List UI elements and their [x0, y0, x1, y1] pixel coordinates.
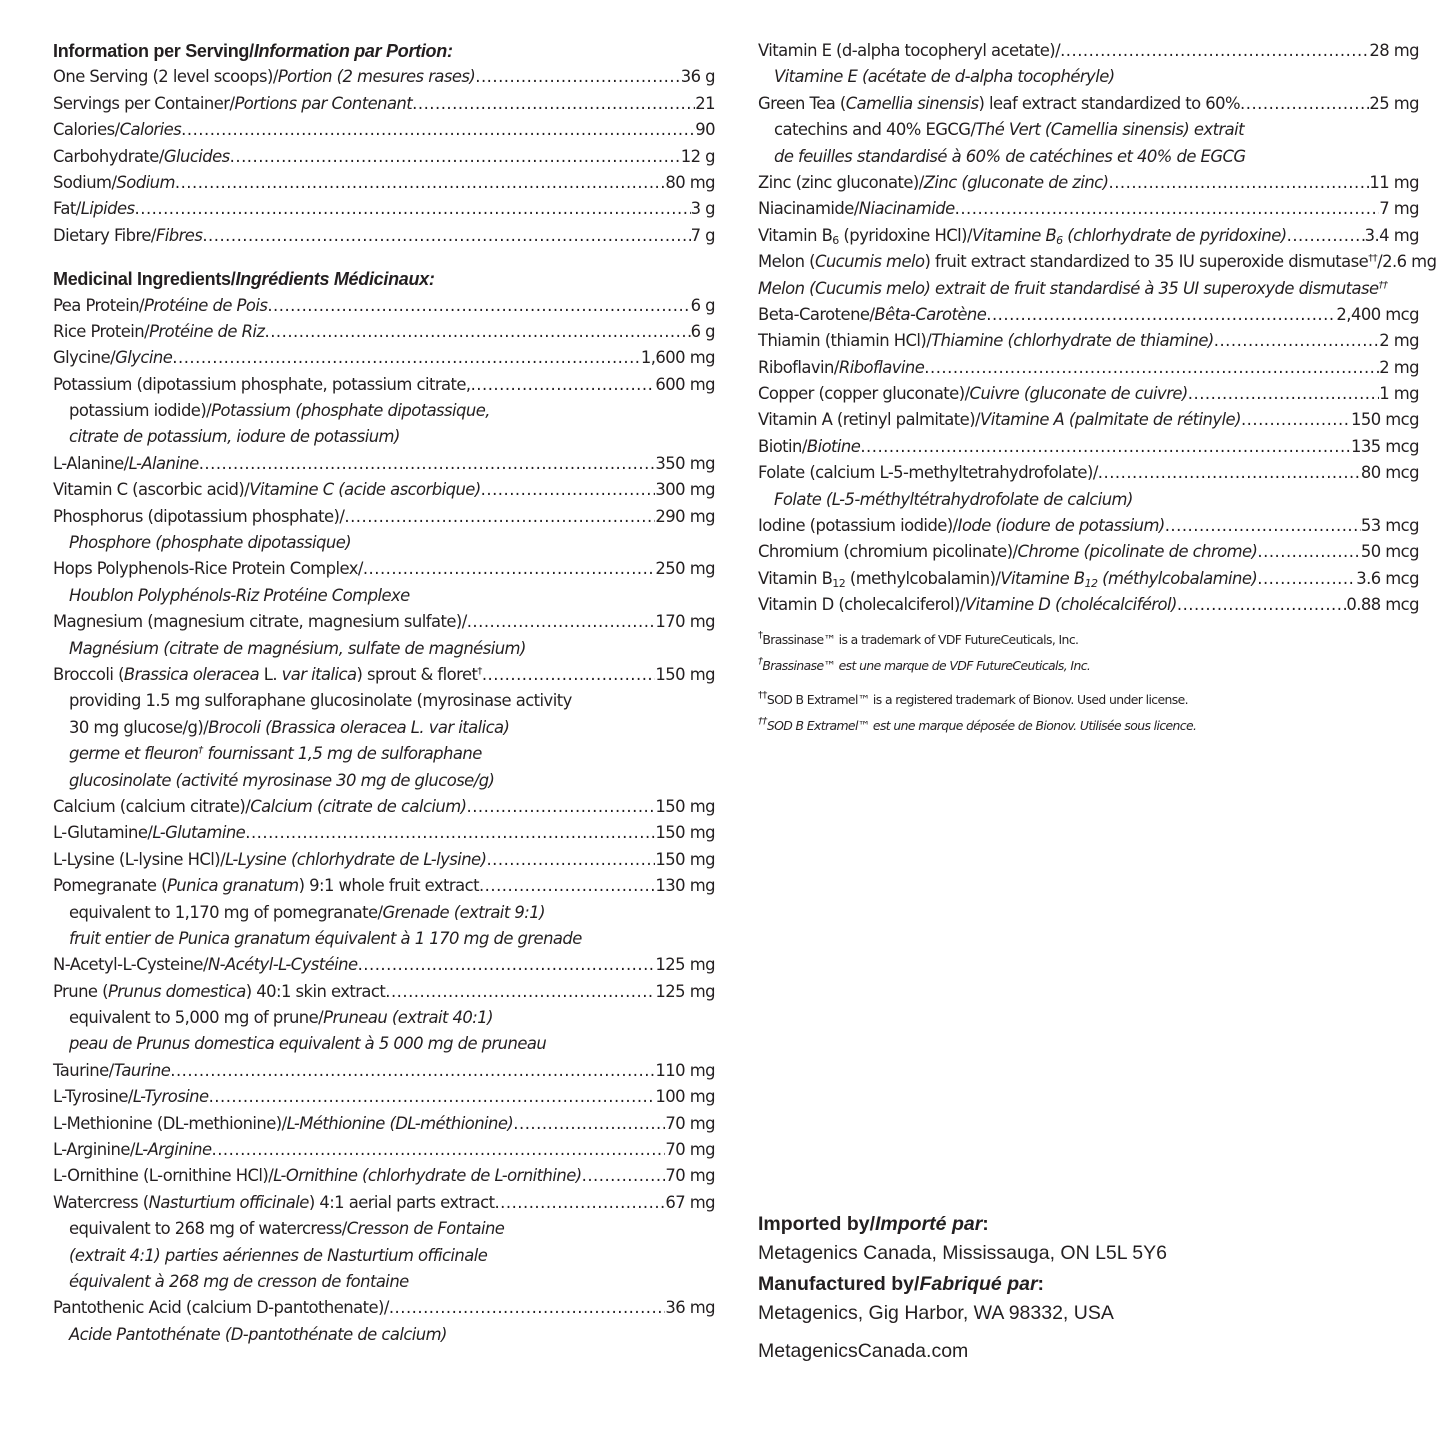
dot-leader: [202, 223, 690, 249]
dot-leader: [412, 91, 695, 117]
ingredient-name: Thiamin (thiamin HCl)/Thiamine (chlorhydrate de thiamine): [758, 331, 1214, 351]
ingredient-amount: 100 mg: [655, 1087, 715, 1107]
dot-leader: [1165, 513, 1361, 539]
ingredient-continuation: citrate de potassium, iodure de potassium): [69, 427, 400, 447]
dot-leader: [1108, 170, 1369, 196]
ingredient-amount: 300 mg: [655, 480, 715, 500]
ingredient-name: Calcium (calcium citrate)/Calcium (citrate de calcium): [53, 796, 467, 816]
ingredient-row: [53, 504, 715, 530]
ingredient-amount: 135 mcg: [1350, 436, 1419, 456]
ingredient-amount: 67 mg: [665, 1192, 715, 1212]
ingredient-amount: 0.88 mcg: [1346, 595, 1419, 615]
dot-leader: [264, 319, 690, 345]
ingredients-list-continued: [758, 38, 1437, 619]
dot-leader: [172, 345, 641, 371]
ingredient-name: Potassium (dipotassium phosphate, potassium citrate,: [53, 374, 471, 394]
dot-leader: [986, 302, 1336, 328]
ingredient-continuation: Houblon Polyphénols-Riz Protéine Complexe: [69, 585, 410, 605]
ingredient-row: [53, 1137, 715, 1163]
ingredient-continuation: equivalent to 1,170 mg of pomegranate/Grenade (extrait 9:1): [69, 902, 545, 922]
ingredient-name: Sodium/Sodium: [53, 172, 175, 192]
ingredient-amount: 70 mg: [665, 1140, 715, 1160]
ingredient-name: Zinc (zinc gluconate)/Zinc (gluconate de zinc): [758, 172, 1109, 192]
ingredient-name: L-Tyrosine/L-Tyrosine: [53, 1087, 209, 1107]
ingredient-row: [758, 592, 1419, 618]
ingredient-row: [758, 407, 1419, 433]
dot-leader: [924, 355, 1379, 381]
ingredient-name: L-Glutamine/L-Glutamine: [53, 823, 246, 843]
ingredient-row: [53, 64, 715, 90]
ingredient-amount: 3 g: [690, 199, 715, 219]
ingredient-amount: 350 mg: [655, 453, 715, 473]
dot-leader: [170, 1058, 655, 1084]
ingredient-row: [53, 556, 715, 582]
ingredient-row: [758, 539, 1419, 565]
ingredient-amount: 70 mg: [665, 1113, 715, 1133]
ingredient-row: [53, 662, 715, 688]
ingredient-continuation: fruit entier de Punica granatum équivalent à 1 170 mg de grenade: [69, 928, 582, 948]
dot-leader: [389, 1295, 665, 1321]
ingredient-continuation: (extrait 4:1) parties aériennes de Nasturtium officinale: [69, 1245, 488, 1265]
ingredient-amount: 90: [695, 120, 715, 140]
ingredient-amount: 36 mg: [665, 1298, 715, 1318]
dot-leader: [482, 662, 656, 688]
ingredient-continuation: providing 1.5 mg sulforaphane glucosinolate (myrosinase activity: [69, 691, 572, 711]
manufacturer-address: Metagenics, Gig Harbor, WA 98332, USA: [758, 1302, 1114, 1324]
dot-leader: [199, 451, 656, 477]
ingredient-row: [758, 513, 1419, 539]
ingredient-name: Riboflavin/Riboflavine: [758, 357, 925, 377]
footnote-extramel-fr: ††SOD B Extramel™ est une marque déposée de Bionov. Utilisée sous licence.: [758, 715, 1197, 733]
ingredient-continuation: Acide Pantothénate (D-pantothénate de calcium): [69, 1324, 447, 1344]
ingredient-name: Copper (copper gluconate)/Cuivre (gluconate de cuivre): [758, 384, 1188, 404]
ingredient-name: Magnesium (magnesium citrate, magnesium sulfate)/: [53, 612, 467, 632]
footnote-extramel-en: ††SOD B Extramel™ is a registered trademark of Bionov. Used under license.: [758, 689, 1188, 707]
ingredient-row: [758, 196, 1419, 222]
ingredient-name: Phosphorus (dipotassium phosphate)/: [53, 506, 345, 526]
ingredient-amount: 150 mg: [655, 849, 715, 869]
ingredient-row: [53, 1058, 715, 1084]
ingredient-row: [758, 355, 1419, 381]
manufactured-by-label: Manufactured by/Fabriqué par:: [758, 1273, 1045, 1295]
dot-leader: [1241, 407, 1351, 433]
ingredient-row: [53, 952, 715, 978]
footnote-brassinase-en: †Brassinase™ is a trademark of VDF FutureCeuticals, Inc.: [758, 629, 1079, 647]
ingredient-name: Dietary Fibre/Fibres: [53, 225, 203, 245]
dot-leader: [135, 196, 691, 222]
right-column: [758, 38, 1437, 739]
ingredient-name: Biotin/Biotine: [758, 436, 861, 456]
ingredient-name: L-Methionine (DL-methionine)/L-Méthionine (DL-méthionine): [53, 1113, 514, 1133]
ingredient-name: Hops Polyphenols-Rice Protein Complex/: [53, 559, 363, 579]
dot-leader: [955, 196, 1380, 222]
ingredient-name: Glycine/Glycine: [53, 348, 173, 368]
ingredient-continuation: catechins and 40% EGCG/Thé Vert (Camellia sinensis) extrait: [774, 120, 1245, 140]
ingredient-amount: 250 mg: [655, 559, 715, 579]
ingredient-row: [53, 794, 715, 820]
ingredient-row: [53, 293, 715, 319]
ingredient-name: Folate (calcium L-5-methyltetrahydrofolate)/: [758, 463, 1098, 483]
ingredient-name: Chromium (chromium picolinate)/Chrome (picolinate de chrome): [758, 542, 1258, 562]
footnote-brassinase-fr: †Brassinase™ est une marque de VDF FutureCeuticals, Inc.: [758, 655, 1091, 673]
ingredient-row: [53, 223, 715, 249]
ingredient-amount: 7 g: [690, 225, 715, 245]
importer-address: Metagenics Canada, Mississauga, ON L5L 5Y6: [758, 1242, 1167, 1264]
ingredient-continuation: Folate (L-5-méthyltétrahydrofolate de calcium): [774, 489, 1133, 509]
dot-leader: [1287, 223, 1365, 249]
dot-leader: [467, 609, 656, 635]
dot-leader: [358, 952, 656, 978]
dot-leader: [175, 170, 665, 196]
dot-leader: [481, 477, 656, 503]
dot-leader: [1257, 566, 1356, 592]
ingredient-name: Fat/Lipides: [53, 199, 135, 219]
ingredient-amount: 2,400 mcg: [1336, 304, 1419, 324]
ingredient-row: [758, 38, 1419, 64]
serving-table: [53, 64, 715, 249]
ingredient-continuation: Phosphore (phosphate dipotassique): [69, 533, 352, 553]
dot-leader: [1188, 381, 1379, 407]
ingredient-name: Vitamin $B_{12}$ (methylcobalamin)/Vitamine $B_{12}$ (méthylcobalamine): [758, 568, 1258, 590]
ingredient-amount: 125 mg: [655, 981, 715, 1001]
ingredient-row: [53, 609, 715, 635]
ingredient-name: Niacinamide/Niacinamide: [758, 199, 955, 219]
ingredient-continuation: équivalent à 268 mg de cresson de fontaine: [69, 1271, 409, 1291]
ingredient-name: N-Acetyl-L-Cysteine/N-Acétyl-L-Cystéine: [53, 955, 358, 975]
dot-leader: [860, 434, 1351, 460]
ingredient-amount: 150 mg: [655, 823, 715, 843]
ingredient-row: [53, 1295, 715, 1321]
ingredient-row: [53, 1111, 715, 1137]
ingredient-continuation: 30 mg glucose/g)/Brocoli (Brassica oleracea L. var italica): [69, 717, 510, 737]
ingredient-name: Carbohydrate/Glucides: [53, 146, 230, 166]
ingredient-amount: 25 mg: [1369, 93, 1419, 113]
ingredient-name: Beta-Carotene/Bêta-Carotène: [758, 304, 987, 324]
dot-leader: [245, 820, 655, 846]
ingredient-row: [53, 144, 715, 170]
dot-leader: [479, 873, 655, 899]
dot-leader: [471, 372, 656, 398]
ingredient-name: L-Ornithine (L-ornithine HCl)/L-Ornithine (chlorhydrate de L-ornithine): [53, 1166, 582, 1186]
left-column: [53, 38, 715, 1348]
ingredient-name: L-Alanine/L-Alanine: [53, 453, 199, 473]
ingredient-continuation: Melon (Cucumis melo) extrait de fruit standardisé à 35 UI superoxyde dismutase††: [758, 278, 1388, 298]
ingredient-name: Calories/Calories: [53, 120, 182, 140]
ingredient-row: [53, 847, 715, 873]
ingredient-amount: 6 g: [690, 321, 715, 341]
ingredient-row: [53, 345, 715, 371]
ingredient-row: [53, 1190, 715, 1216]
ingredient-row: [758, 302, 1419, 328]
ingredient-continuation: potassium iodide)/Potassium (phosphate dipotassique,: [69, 401, 490, 421]
ingredient-continuation: de feuilles standardisé à 60% de catéchines et 40% de EGCG: [774, 146, 1246, 166]
ingredient-name: Pantothenic Acid (calcium D-pantothenate)/: [53, 1298, 389, 1318]
imported-by-label: Imported by/Importé par:: [758, 1213, 989, 1235]
ingredient-row: [53, 196, 715, 222]
ingredient-name: L-Lysine (L-lysine HCl)/L-Lysine (chlorhydrate de L-lysine): [53, 849, 487, 869]
ingredient-amount: 150 mg: [655, 796, 715, 816]
ingredient-amount: 21: [695, 93, 715, 113]
ingredient-name: Vitamin C (ascorbic acid)/Vitamine C (acide ascorbique): [53, 480, 481, 500]
dot-leader: [467, 794, 656, 820]
ingredient-continuation: peau de Prunus domestica equivalent à 5 000 mg de pruneau: [69, 1034, 547, 1054]
ingredient-amount: 70 mg: [665, 1166, 715, 1186]
dot-leader: [209, 1084, 656, 1110]
ingredient-amount: 170 mg: [655, 612, 715, 632]
ingredient-amount: 2.6 mg: [1382, 252, 1437, 272]
ingredient-amount: 36 g: [680, 67, 715, 87]
ingredient-name: Servings per Container/Portions par Contenant: [53, 93, 413, 113]
dot-leader: [1214, 328, 1379, 354]
ingredient-name: Vitamin A (retinyl palmitate)/Vitamine A (palmitate de rétinyle): [758, 410, 1241, 430]
ingredient-name: One Serving (2 level scoops)/Portion (2 mesures rases): [53, 67, 476, 87]
ingredient-row: [758, 170, 1419, 196]
ingredient-row: [53, 91, 715, 117]
dot-leader: [385, 979, 655, 1005]
ingredient-name: Taurine/Taurine: [53, 1060, 171, 1080]
ingredient-amount: 11 mg: [1369, 172, 1419, 192]
ingredient-amount: 1,600 mg: [640, 348, 715, 368]
ingredient-amount: 600 mg: [655, 374, 715, 394]
ingredient-row: [758, 91, 1419, 117]
dot-leader: [486, 847, 655, 873]
dot-leader: [1240, 91, 1369, 117]
ingredient-continuation: equivalent to 268 mg of watercress/Cresson de Fontaine: [69, 1219, 505, 1239]
ingredient-amount: 150 mg: [655, 664, 715, 684]
ingredient-name: Pea Protein/Protéine de Pois: [53, 295, 268, 315]
ingredient-row: [758, 566, 1419, 592]
ingredient-row: [53, 1163, 715, 1189]
medicinal-heading: Medicinal Ingredients/Ingrédients Médicinaux:: [53, 269, 435, 290]
ingredient-continuation: Magnésium (citrate de magnésium, sulfate de magnésium): [69, 638, 526, 658]
ingredient-row: [758, 434, 1419, 460]
ingredient-amount: 3.4 mg: [1364, 225, 1419, 245]
ingredient-row: [758, 381, 1419, 407]
ingredient-name: L-Arginine/L-Arginine: [53, 1140, 212, 1160]
ingredient-amount: 2 mg: [1379, 331, 1419, 351]
ingredient-name: Broccoli (Brassica oleracea L. var italica) sprout & floret†: [53, 664, 482, 684]
ingredient-name: Vitamin $B_6$ (pyridoxine HCl)/Vitamine $B_6$ (chlorhydrate de pyridoxine): [758, 225, 1287, 247]
ingredient-row: [53, 979, 715, 1005]
dot-leader: [582, 1163, 666, 1189]
ingredient-row: [758, 223, 1419, 249]
ingredient-row: [53, 1084, 715, 1110]
serving-heading: Information per Serving/Information par Portion:: [53, 41, 453, 61]
ingredient-continuation: Vitamine E (acétate de d-alpha tocophéryle): [774, 67, 1115, 87]
ingredient-amount: 50 mcg: [1360, 542, 1419, 562]
ingredient-amount: 6 g: [690, 295, 715, 315]
ingredient-continuation: glucosinolate (activité myrosinase 30 mg de glucose/g): [69, 770, 495, 790]
ingredient-name: Green Tea (Camellia sinensis) leaf extract standardized to 60%: [758, 93, 1241, 113]
ingredient-amount: 3.6 mcg: [1356, 568, 1419, 588]
dot-leader: [475, 64, 680, 90]
company-info: [758, 1210, 1398, 1368]
ingredient-row: [53, 451, 715, 477]
ingredient-name: Melon (Cucumis melo) fruit extract standardized to 35 IU superoxide dismutase††/: [758, 252, 1383, 272]
ingredient-row: [758, 249, 1437, 275]
dot-leader: [230, 144, 681, 170]
ingredient-amount: 7 mg: [1379, 199, 1419, 219]
ingredient-amount: 53 mcg: [1360, 516, 1419, 536]
ingredient-amount: 80 mcg: [1360, 463, 1419, 483]
dot-leader: [363, 556, 656, 582]
ingredient-row: [53, 820, 715, 846]
dot-leader: [1257, 539, 1360, 565]
ingredient-name: Prune (Prunus domestica) 40:1 skin extract: [53, 981, 386, 1001]
ingredient-amount: 150 mcg: [1350, 410, 1419, 430]
ingredient-amount: 12 g: [680, 146, 715, 166]
ingredient-continuation: equivalent to 5,000 mg of prune/Pruneau (extrait 40:1): [69, 1008, 493, 1028]
ingredient-row: [53, 873, 715, 899]
ingredient-name: Vitamin D (cholecalciferol)/Vitamine D (cholécalciférol): [758, 595, 1177, 615]
ingredient-amount: 2 mg: [1379, 357, 1419, 377]
ingredient-name: Vitamin E (d-alpha tocopheryl acetate)/: [758, 41, 1061, 60]
medicinal-ingredients-list: [53, 293, 715, 1349]
ingredient-row: [758, 328, 1419, 354]
dot-leader: [181, 117, 695, 143]
ingredient-amount: 290 mg: [655, 506, 715, 526]
ingredient-row: [53, 117, 715, 143]
ingredient-amount: 125 mg: [655, 955, 715, 975]
dot-leader: [1177, 592, 1346, 618]
dot-leader: [267, 293, 690, 319]
ingredient-amount: 1 mg: [1379, 384, 1419, 404]
ingredient-name: Pomegranate (Punica granatum) 9:1 whole fruit extract: [53, 876, 479, 896]
ingredient-amount: 28 mg: [1369, 41, 1419, 60]
dot-leader: [212, 1137, 666, 1163]
ingredient-name: Watercress (Nasturtium officinale) 4:1 aerial parts extract: [53, 1192, 495, 1212]
ingredient-row: [53, 477, 715, 503]
ingredient-row: [53, 372, 715, 398]
ingredient-continuation: germe et fleuron† fournissant 1,5 mg de sulforaphane: [69, 744, 482, 764]
ingredient-row: [758, 460, 1419, 486]
ingredient-name: Rice Protein/Protéine de Riz: [53, 321, 265, 341]
dot-leader: [494, 1190, 665, 1216]
dot-leader: [344, 504, 655, 530]
ingredient-name: Iodine (potassium iodide)/Iode (iodure de potassium): [758, 516, 1165, 536]
website-link[interactable]: MetagenicsCanada.com: [758, 1340, 969, 1362]
dot-leader: [1098, 460, 1361, 486]
ingredient-row: [53, 170, 715, 196]
ingredient-amount: 130 mg: [655, 876, 715, 896]
ingredient-amount: 110 mg: [655, 1060, 715, 1080]
ingredient-row: [53, 319, 715, 345]
dot-leader: [1060, 38, 1369, 64]
dot-leader: [513, 1111, 665, 1137]
ingredient-amount: 80 mg: [665, 172, 715, 192]
